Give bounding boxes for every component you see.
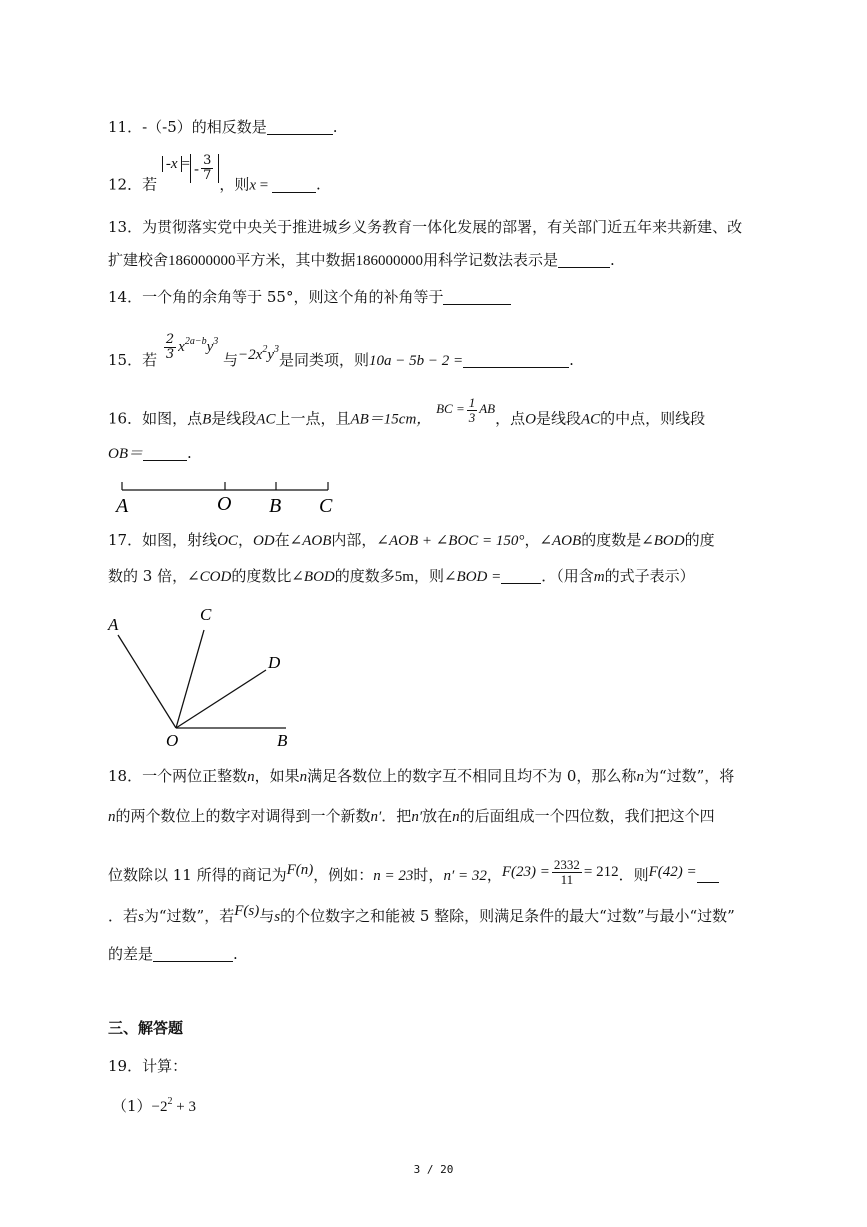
label-A: A bbox=[108, 615, 119, 634]
section-heading: 三、解答题 bbox=[108, 1019, 184, 1037]
question-14: 14．一个角的余角等于 55°，则这个角的补角等于 bbox=[108, 287, 511, 307]
question-18-line1: 18．一个两位正整数n，如果n满足各数位上的数字互不相同且均不为 0，那么称n为“过数”，将 bbox=[108, 767, 735, 785]
label-B: B bbox=[277, 731, 288, 750]
question-16-line1: 16．如图，点B是线段AC上一点，且AB＝15cm， BC = $\frac{1}{3}$ AB，点O是线段AC的中点，则线段 bbox=[108, 395, 706, 428]
label-C: C bbox=[200, 605, 212, 624]
question-18-line4: ．若s为“过数”，若F(s)与s的个位数字之和能被 5 整除，则满足条件的最大“过数”与最小“过数” bbox=[108, 903, 735, 925]
answer-blank[interactable] bbox=[267, 118, 333, 135]
angle-figure bbox=[100, 600, 300, 750]
label-A: A bbox=[116, 495, 129, 517]
question-13-line2: 扩建校舍186000000平方米，其中数据186000000用科学记数法表示是 . bbox=[108, 251, 615, 269]
label-O: O bbox=[166, 731, 179, 750]
label-C: C bbox=[319, 495, 333, 517]
question-12: 12．若 -x = - $\frac{3}{7}$ ，则x = . bbox=[108, 153, 321, 194]
question-17-line1: 17．如图，射线OC，OD在∠AOB内部，∠AOB + ∠BOC = 150°，∠AOB的度数是∠BOD的度 bbox=[108, 531, 715, 549]
answer-blank[interactable] bbox=[143, 444, 187, 461]
abs-x: -x bbox=[162, 156, 182, 172]
question-11: 11．-（-5）的相反数是 . bbox=[108, 118, 338, 136]
label-D: D bbox=[268, 653, 281, 672]
question-18-line3: 位数除以 11 所得的商记为F(n)，例如：n = 23时，n′ = 32，F(23) = $\frac{2332}{11}$ = 212．则F(42) = bbox=[108, 862, 719, 891]
answer-blank[interactable] bbox=[501, 567, 541, 584]
answer-blank[interactable] bbox=[153, 945, 233, 962]
question-16-line2: OB＝ . bbox=[108, 444, 192, 462]
page-number: 3 / 20 bbox=[413, 1163, 454, 1176]
answer-blank[interactable] bbox=[272, 176, 316, 193]
label-B: B bbox=[269, 495, 282, 517]
question-18-line5: 的差是 . bbox=[108, 945, 238, 963]
label-O: O bbox=[217, 493, 232, 515]
question-19-part1: $(1)-2^2 + 3$ bbox=[112, 1096, 196, 1115]
question-17-line2: 数的 3 倍，∠COD的度数比∠BOD的度数多5m，则∠BOD = ．（用含m的式子表示） bbox=[108, 567, 695, 585]
question-19-title: 19．计算： bbox=[108, 1057, 188, 1075]
answer-blank[interactable] bbox=[443, 288, 511, 305]
question-18-line2: n的两个数位上的数字对调得到一个新数n′．把n′放在n的后面组成一个四位数，我们把这个四 bbox=[108, 807, 715, 825]
segment-figure bbox=[108, 470, 348, 518]
answer-blank[interactable] bbox=[463, 351, 569, 368]
question-13-line1: 13．为贯彻落实党中央关于推进城乡义务教育一体化发展的部署，有关部门近五年来共新建、改 bbox=[108, 218, 743, 236]
answer-blank[interactable] bbox=[697, 866, 719, 883]
question-15: 15．若 $\frac{2}{3}$ $x^{2a-b}y^3$ 与$-2x^2y^3$是同类项，则10a − 5b − 2 = . bbox=[108, 331, 574, 369]
abs-fraction: - $\frac{3}{7}$ bbox=[190, 154, 219, 183]
answer-blank[interactable] bbox=[558, 251, 610, 268]
